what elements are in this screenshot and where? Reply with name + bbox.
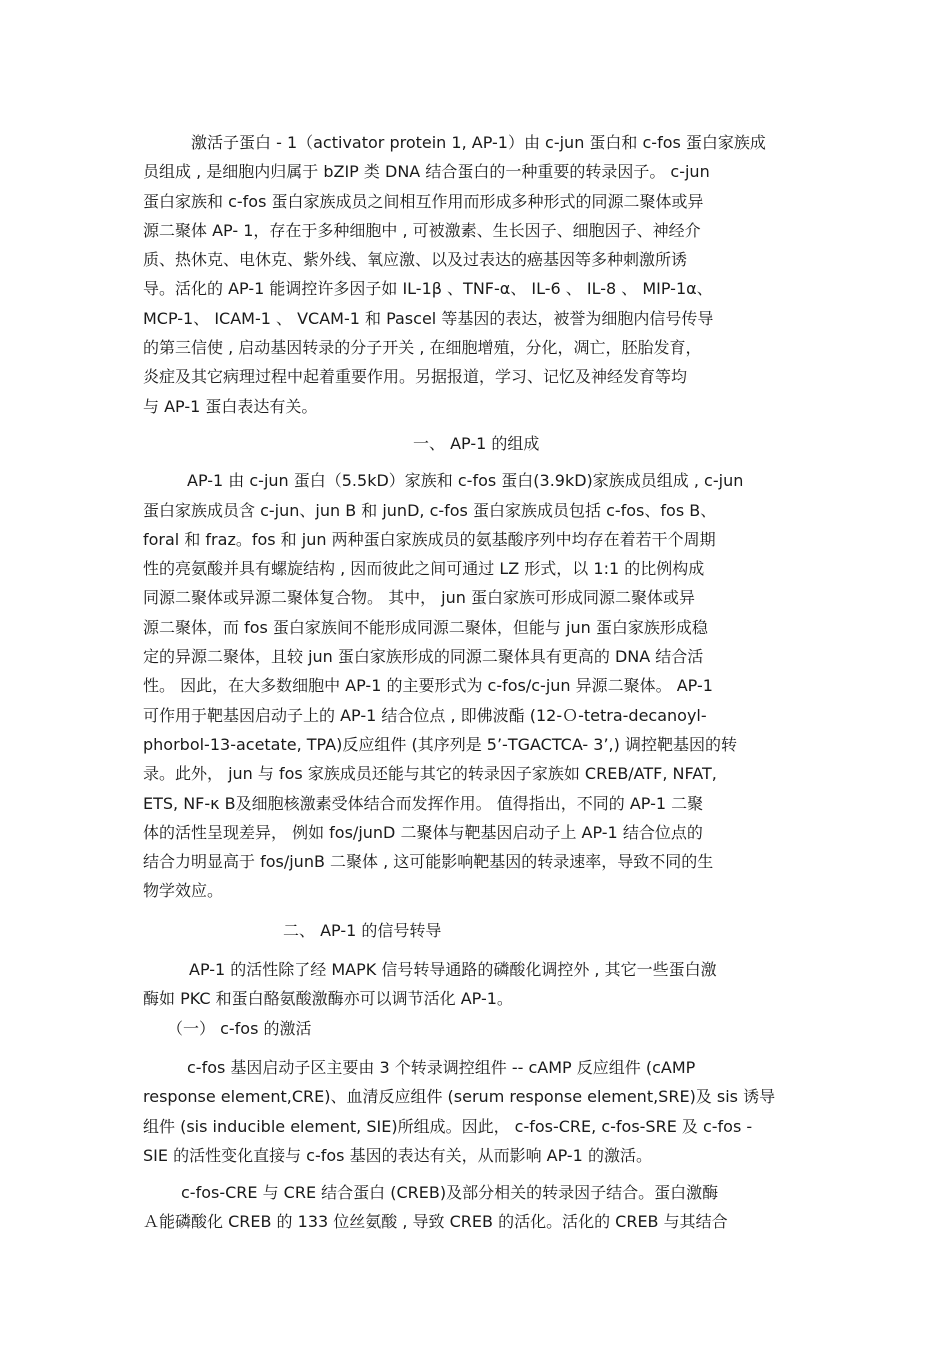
text-line: 导。活化的 AP-1 能调控许多因子如 IL-1β 、TNF-α、 IL-6 、 IL-8 、 MIP-1α、 <box>143 279 713 299</box>
text-line: 结合力明显高于 fos/junB 二聚体 , 这可能影响靶基因的转录速率，导致不同的生 <box>143 852 714 872</box>
section3-paragraph <box>143 1053 811 1170</box>
text-line: 体的活性呈现差异， 例如 fos/junD 二聚体与靶基因启动子上 AP-1 结合位点的 <box>143 822 703 842</box>
text-line: foral 和 fraz。fos 和 jun 两种蛋白家族成员的氨基酸序列中均存在着若干个周期 <box>143 529 716 549</box>
text-line: 蛋白家族和 c-fos 蛋白家族成员之间相互作用而形成多种形式的同源二聚体或异 <box>143 191 704 211</box>
text-line: 性。 因此，在大多数细胞中 AP-1 的主要形式为 c-fos/c-jun 异源二聚体。 AP-1 <box>143 676 713 696</box>
section4-paragraph <box>143 1178 811 1237</box>
text-line: response element,CRE)、血清反应组件 (serum response element,SRE)及 sis 诱导 <box>143 1087 776 1107</box>
text-line: 激活子蛋白 - 1（activator protein 1, AP-1）由 c-jun 蛋白和 c-fos 蛋白家族成 <box>191 133 766 152</box>
intro-paragraph <box>143 128 811 421</box>
text-line: 酶如 PKC 和蛋白酪氨酸激酶亦可以调节活化 AP-1。 <box>143 989 513 1009</box>
document-body <box>143 128 811 1237</box>
text-line: 录。此外， jun 与 fos 家族成员还能与其它的转录因子家族如 CREB/ATF, NFAT, <box>143 764 717 784</box>
text-line: MCP-1、 ICAM-1 、 VCAM-1 和 Pascel 等基因的表达，被誉为细胞内信号传导 <box>143 308 714 328</box>
subsection-heading: （一） c-fos 的激活 <box>167 1018 312 1038</box>
text-line: 炎症及其它病理过程中起着重要作用。另据报道，学习、记忆及神经发育等均 <box>143 367 688 387</box>
section1-paragraph <box>143 466 811 905</box>
section2-paragraph <box>143 955 811 1014</box>
text-line: 物学效应。 <box>143 881 224 901</box>
text-line: 质、热休克、电休克、紫外线、氧应激、以及过表达的癌基因等多种刺激所诱 <box>143 250 688 270</box>
text-line: 定的异源二聚体，且较 jun 蛋白家族形成的同源二聚体具有更高的 DNA 结合活 <box>143 647 704 667</box>
text-line: AP-1 的活性除了经 MAPK 信号转导通路的磷酸化调控外 , 其它一些蛋白激 <box>189 960 717 980</box>
text-line: 组件 (sis inducible element, SIE)所组成。因此， c-fos-CRE, c-fos-SRE 及 c-fos - <box>143 1116 753 1136</box>
text-line: 蛋白家族成员含 c-jun、jun B 和 junD, c-fos 蛋白家族成员包括 c-fos、fos B、 <box>143 500 717 520</box>
text-line: 同源二聚体或异源二聚体复合物。 其中， jun 蛋白家族可形成同源二聚体或异 <box>143 588 695 608</box>
text-line: Ａ能磷酸化 CREB 的 133 位丝氨酸 , 导致 CREB 的活化。活化的 CREB 与其结合 <box>143 1212 728 1232</box>
text-line: 可作用于靶基因启动子上的 AP-1 结合位点 , 即佛波酯 (12-Ｏ-tetra-decanoyl- <box>143 705 707 725</box>
text-line: 的第三信使 , 启动基因转录的分子开关 , 在细胞增殖，分化，凋亡，胚胎发育， <box>143 338 702 358</box>
text-line: 性的亮氨酸并具有螺旋结构 , 因而彼此之间可通过 LZ 形式，以 1:1 的比例构成 <box>143 559 705 579</box>
section-heading: 一、 AP-1 的组成 <box>413 433 540 453</box>
text-line: phorbol-13-acetate, TPA)反应组件 (其序列是 5’-TGACTCA- 3’,) 调控靶基因的转 <box>143 734 737 754</box>
text-line: SIE 的活性变化直接与 c-fos 基因的表达有关，从而影响 AP-1 的激活。 <box>143 1145 652 1165</box>
text-line: AP-1 由 c-jun 蛋白（5.5kD）家族和 c-fos 蛋白(3.9kD)家族成员组成 , c-jun <box>187 471 744 491</box>
text-line: c-fos 基因启动子区主要由 3 个转录调控组件 -- cAMP 反应组件 (cAMP <box>187 1057 696 1077</box>
text-line: 员组成 , 是细胞内归属于 bZIP 类 DNA 结合蛋白的一种重要的转录因子。 c-jun <box>143 162 710 182</box>
text-line: 源二聚体，而 fos 蛋白家族间不能形成同源二聚体，但能与 jun 蛋白家族形成稳 <box>143 617 708 637</box>
section-heading: 二、 AP-1 的信号转导 <box>283 920 442 940</box>
text-line: 源二聚体 AP- 1，存在于多种细胞中 , 可被激素、生长因子、细胞因子、神经介 <box>143 220 701 240</box>
text-line: c-fos-CRE 与 CRE 结合蛋白 (CREB)及部分相关的转录因子结合。蛋白激酶 <box>181 1183 719 1203</box>
text-line: 与 AP-1 蛋白表达有关。 <box>143 396 318 416</box>
text-line: ETS, NF-κ B及细胞核激素受体结合而发挥作用。 值得指出，不同的 AP-1 二聚 <box>143 793 704 813</box>
